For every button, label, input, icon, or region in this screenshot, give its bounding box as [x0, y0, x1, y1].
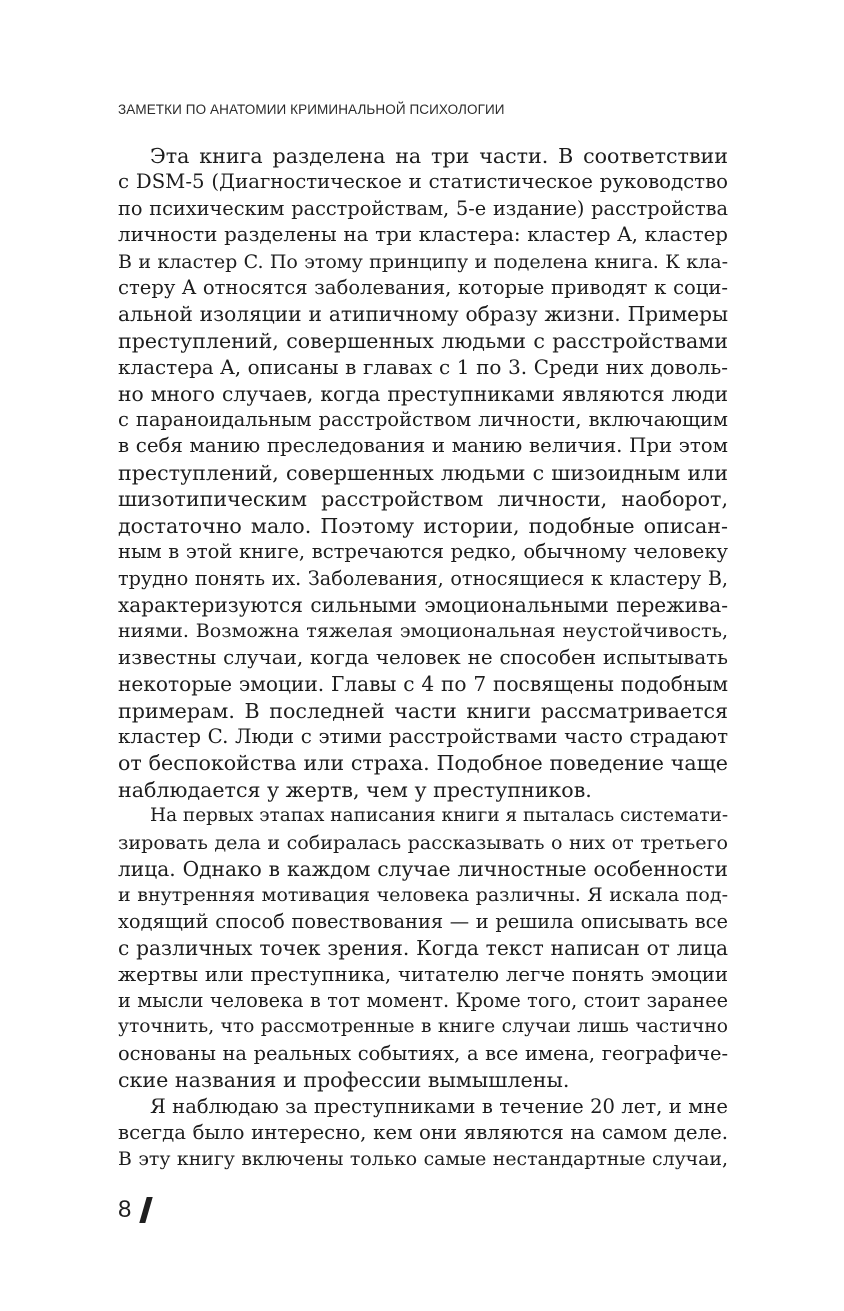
text-line: по психическим расстройствам, 5-е издание) расстройства — [118, 196, 728, 220]
text-line: преступлений, совершенных людьми с расстройствами — [118, 328, 728, 353]
text-line: некоторые эмоции. Главы с 4 по 7 посвящены подобным — [118, 672, 728, 697]
text-line: зировать дела и собиралась рассказывать о них от третьего — [118, 830, 728, 854]
text-line: жертвы или преступника, читателю легче понять эмоции — [118, 962, 728, 986]
text-line: трудно понять их. Заболевания, относящиеся к кластеру B, — [118, 566, 728, 590]
running-header: ЗАМЕТКИ ПО АНАТОМИИ КРИМИНАЛЬНОЙ ПСИХОЛОГИИ — [118, 102, 505, 117]
text-line: ниями. Возможна тяжелая эмоциональная неустойчивость, — [118, 620, 728, 643]
text-line: с параноидальным расстройством личности, включающим — [118, 408, 728, 432]
slash-ornament — [140, 1197, 153, 1223]
text-line: с DSM-5 (Диагностическое и статистическое руководство — [118, 170, 728, 194]
text-line: достаточно мало. Поэтому истории, подобные описан- — [118, 513, 728, 538]
text-line: с различных точек зрения. Когда текст написан от лица — [118, 936, 728, 961]
text-line: кластера A, описаны в главах с 1 по 3. Среди них доволь- — [118, 355, 728, 380]
text-line: основаны на реальных событиях, а все имена, географиче- — [118, 1041, 728, 1065]
text-line: На первых этапах написания книги я пыталась системати- — [150, 805, 729, 827]
text-line: стеру A относятся заболевания, которые приводят к соци- — [118, 276, 728, 300]
text-line: в себя манию преследования и манию величия. При этом — [118, 434, 728, 458]
text-line: уточнить, что рассмотренные в книге случаи лишь частично — [118, 1016, 728, 1038]
text-line: Я наблюдаю за преступниками в течение 20 лет, и мне — [150, 1094, 728, 1118]
text-line: личности разделены на три кластера: кластер A, кластер — [118, 223, 728, 247]
text-line: от беспокойства или страха. Подобное поведение чаще — [118, 751, 728, 776]
text-line: всегда было интересно, кем они являются на самом деле. — [118, 1121, 728, 1145]
text-line: примерам. В последней части книги рассматривается — [118, 698, 728, 723]
text-line: но много случаев, когда преступниками являются люди — [118, 381, 728, 406]
text-line: и мысли человека в тот момент. Кроме того, стоит заранее — [118, 989, 728, 1012]
paragraph-3 — [118, 1094, 728, 1173]
body-text — [118, 143, 728, 1173]
text-line: ным в этой книге, встречаются редко, обычному человеку — [118, 540, 728, 564]
text-line: альной изоляции и атипичному образу жизни. Примеры — [118, 302, 728, 327]
text-line: наблюдается у жертв, чем у преступников. — [118, 777, 592, 802]
page-number: 8 — [118, 1196, 132, 1223]
text-line: B и кластер C. По этому принципу и поделена книга. К кла- — [118, 250, 728, 273]
text-line: кластер C. Люди с этими расстройствами часто страдают — [118, 724, 728, 748]
text-line: В эту книгу включены только самые нестандартные случаи, — [118, 1148, 728, 1171]
paragraph-2 — [118, 803, 728, 1093]
text-line: ходящий способ повествования — и решила описывать все — [118, 909, 728, 933]
page-folio — [118, 1197, 149, 1223]
text-line: лица. Однако в каждом случае личностные особенности — [118, 856, 728, 881]
text-line: известны случаи, когда человек не способен испытывать — [118, 645, 728, 669]
text-line: Эта книга разделена на три части. В соответствии — [150, 144, 728, 168]
paragraph-1 — [118, 143, 728, 803]
text-line: преступлений, совершенных людьми с шизоидным или — [118, 460, 728, 485]
text-line: и внутренняя мотивация человека различны. Я искала под- — [118, 884, 728, 907]
text-line: ские названия и профессии вымышлены. — [118, 1068, 570, 1093]
text-line: шизотипическим расстройством личности, наоборот, — [118, 487, 728, 512]
text-line: характеризуются сильными эмоциональными пережива- — [118, 592, 728, 617]
